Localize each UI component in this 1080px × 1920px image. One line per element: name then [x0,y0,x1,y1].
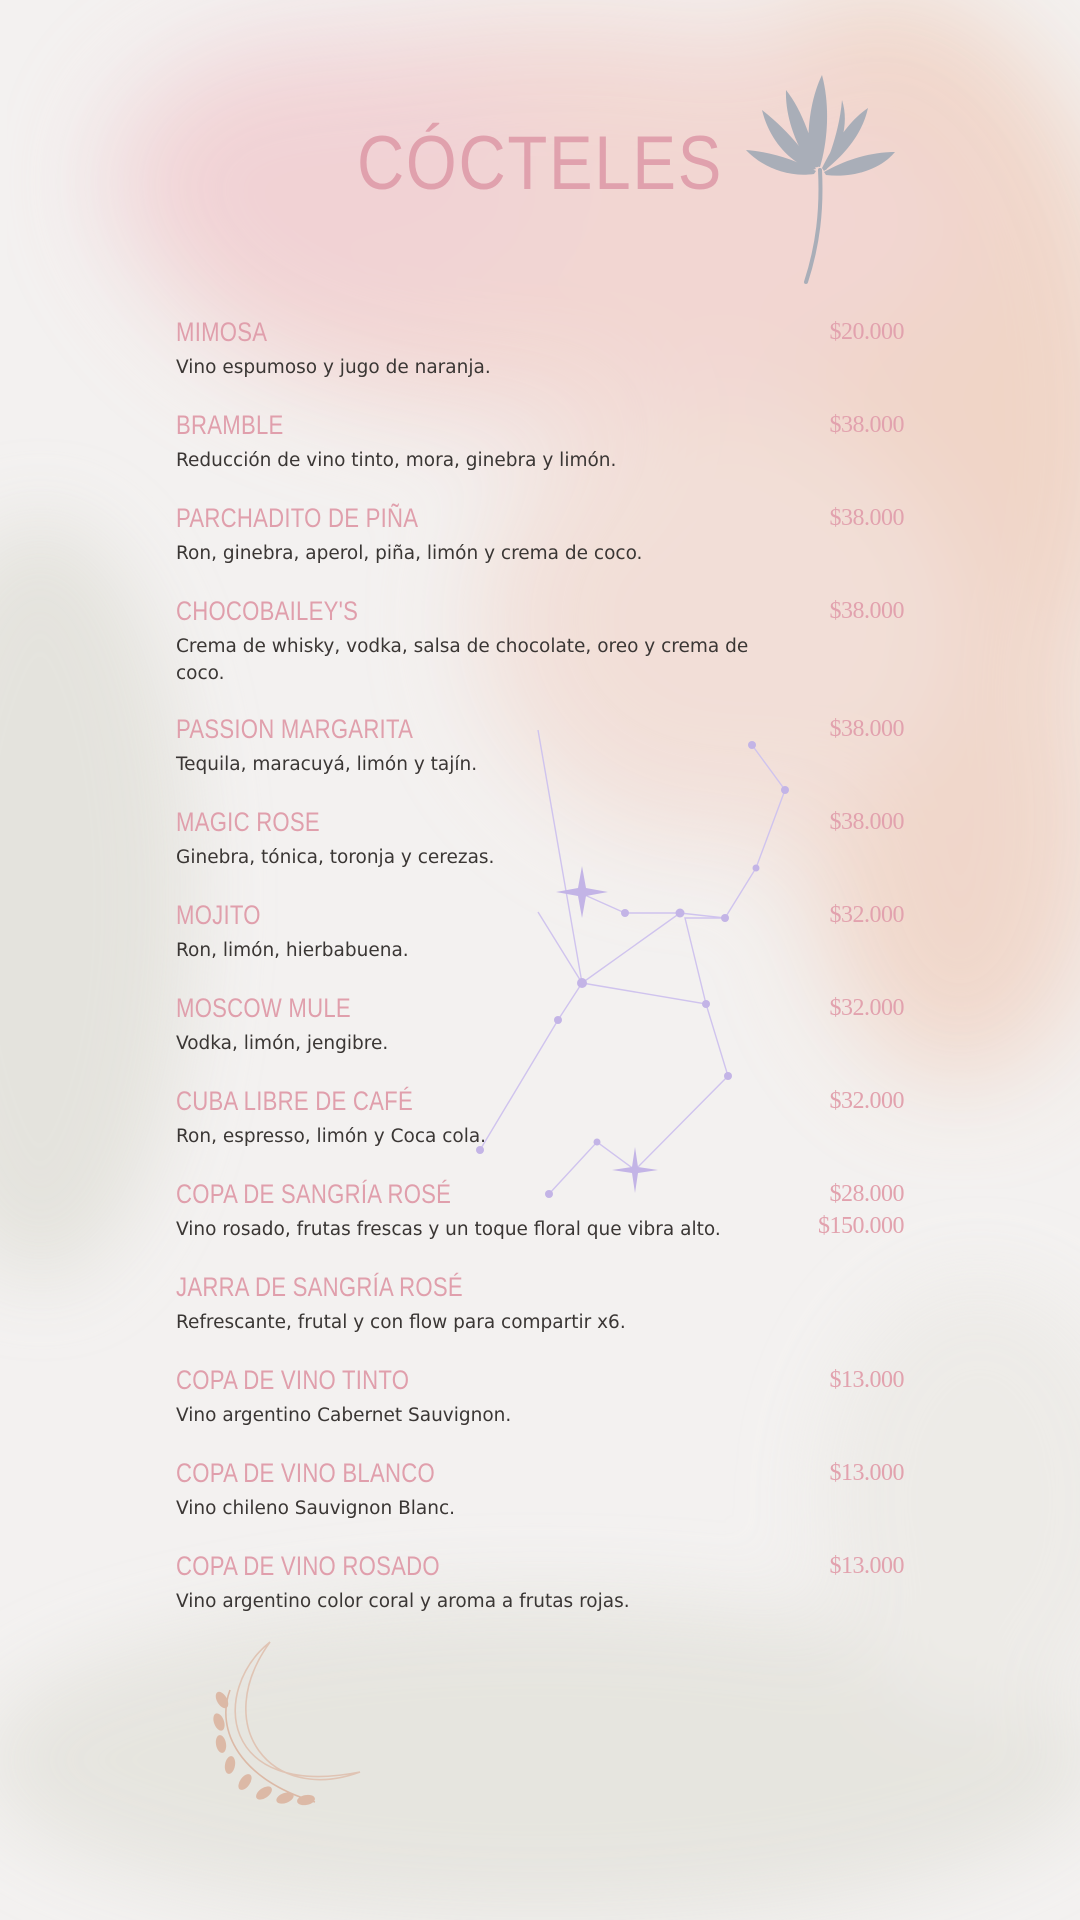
item-price: $38.000 [829,505,904,531]
menu-item [176,1267,904,1360]
item-price: $28.000 [829,1181,904,1207]
item-description: Tequila, maracuyá, limón y tajín. [176,754,478,775]
page-title: CÓCTELES [356,121,724,206]
menu-item [176,802,904,895]
item-price: $38.000 [829,598,904,624]
menu-list [176,312,904,1639]
item-price: $32.000 [829,995,904,1021]
item-name: CHOCOBAILEY'S [176,596,359,626]
menu-item [176,988,904,1081]
item-name: MIMOSA [176,317,268,347]
item-description: Vino espumoso y jugo de naranja. [176,357,491,378]
crescent-moon-icon [200,1630,380,1820]
item-description: Vodka, limón, jengibre. [176,1033,389,1054]
menu-item [176,498,904,591]
item-name: JARRA DE SANGRÍA ROSÉ [176,1272,463,1302]
item-name: COPA DE VINO TINTO [176,1365,410,1395]
item-description: Refrescante, frutal y con flow para compartir x6. [176,1312,626,1333]
item-description: Ginebra, tónica, toronja y cerezas. [176,847,495,868]
item-name: COPA DE VINO ROSADO [176,1551,440,1581]
menu-item [176,1453,904,1546]
item-name: MOJITO [176,900,261,930]
menu-item [176,1546,904,1639]
item-description: Vino argentino Cabernet Sauvignon. [176,1405,512,1426]
item-name: BRAMBLE [176,410,284,440]
item-description: Reducción de vino tinto, mora, ginebra y limón. [176,450,617,471]
item-name: PASSION MARGARITA [176,714,414,744]
menu-item [176,1360,904,1453]
item-description: Vino rosado, frutas frescas y un toque floral que vibra alto. [176,1219,721,1240]
item-price: $38.000 [829,809,904,835]
menu-item [176,709,904,802]
item-name: CUBA LIBRE DE CAFÉ [176,1086,413,1116]
item-price: $38.000 [829,716,904,742]
menu-item [176,405,904,498]
item-price: $13.000 [829,1553,904,1579]
item-name: MAGIC ROSE [176,807,320,837]
menu-item [176,591,904,709]
menu-item [176,895,904,988]
item-name: MOSCOW MULE [176,993,351,1023]
item-description: Ron, limón, hierbabuena. [176,940,409,961]
item-price: $38.000 [829,412,904,438]
menu-item [176,1174,904,1267]
item-description: Ron, espresso, limón y Coca cola. [176,1126,487,1147]
item-name: COPA DE SANGRÍA ROSÉ [176,1179,452,1209]
item-price: $13.000 [829,1460,904,1486]
item-price: $32.000 [829,1088,904,1114]
item-name: PARCHADITO DE PIÑA [176,503,419,533]
menu-item [176,312,904,405]
item-description: Vino chileno Sauvignon Blanc. [176,1498,456,1519]
item-price: $20.000 [829,319,904,345]
item-description: Crema de whisky, vodka, salsa de chocolate, oreo y crema de coco. [176,636,749,684]
item-description: Vino argentino color coral y aroma a frutas rojas. [176,1591,630,1612]
item-price: $32.000 [829,902,904,928]
menu-item [176,1081,904,1174]
item-description: Ron, ginebra, aperol, piña, limón y crema de coco. [176,543,643,564]
item-price: $13.000 [829,1367,904,1393]
item-name: COPA DE VINO BLANCO [176,1458,435,1488]
item-price-jarra: $150.000 [818,1213,904,1239]
